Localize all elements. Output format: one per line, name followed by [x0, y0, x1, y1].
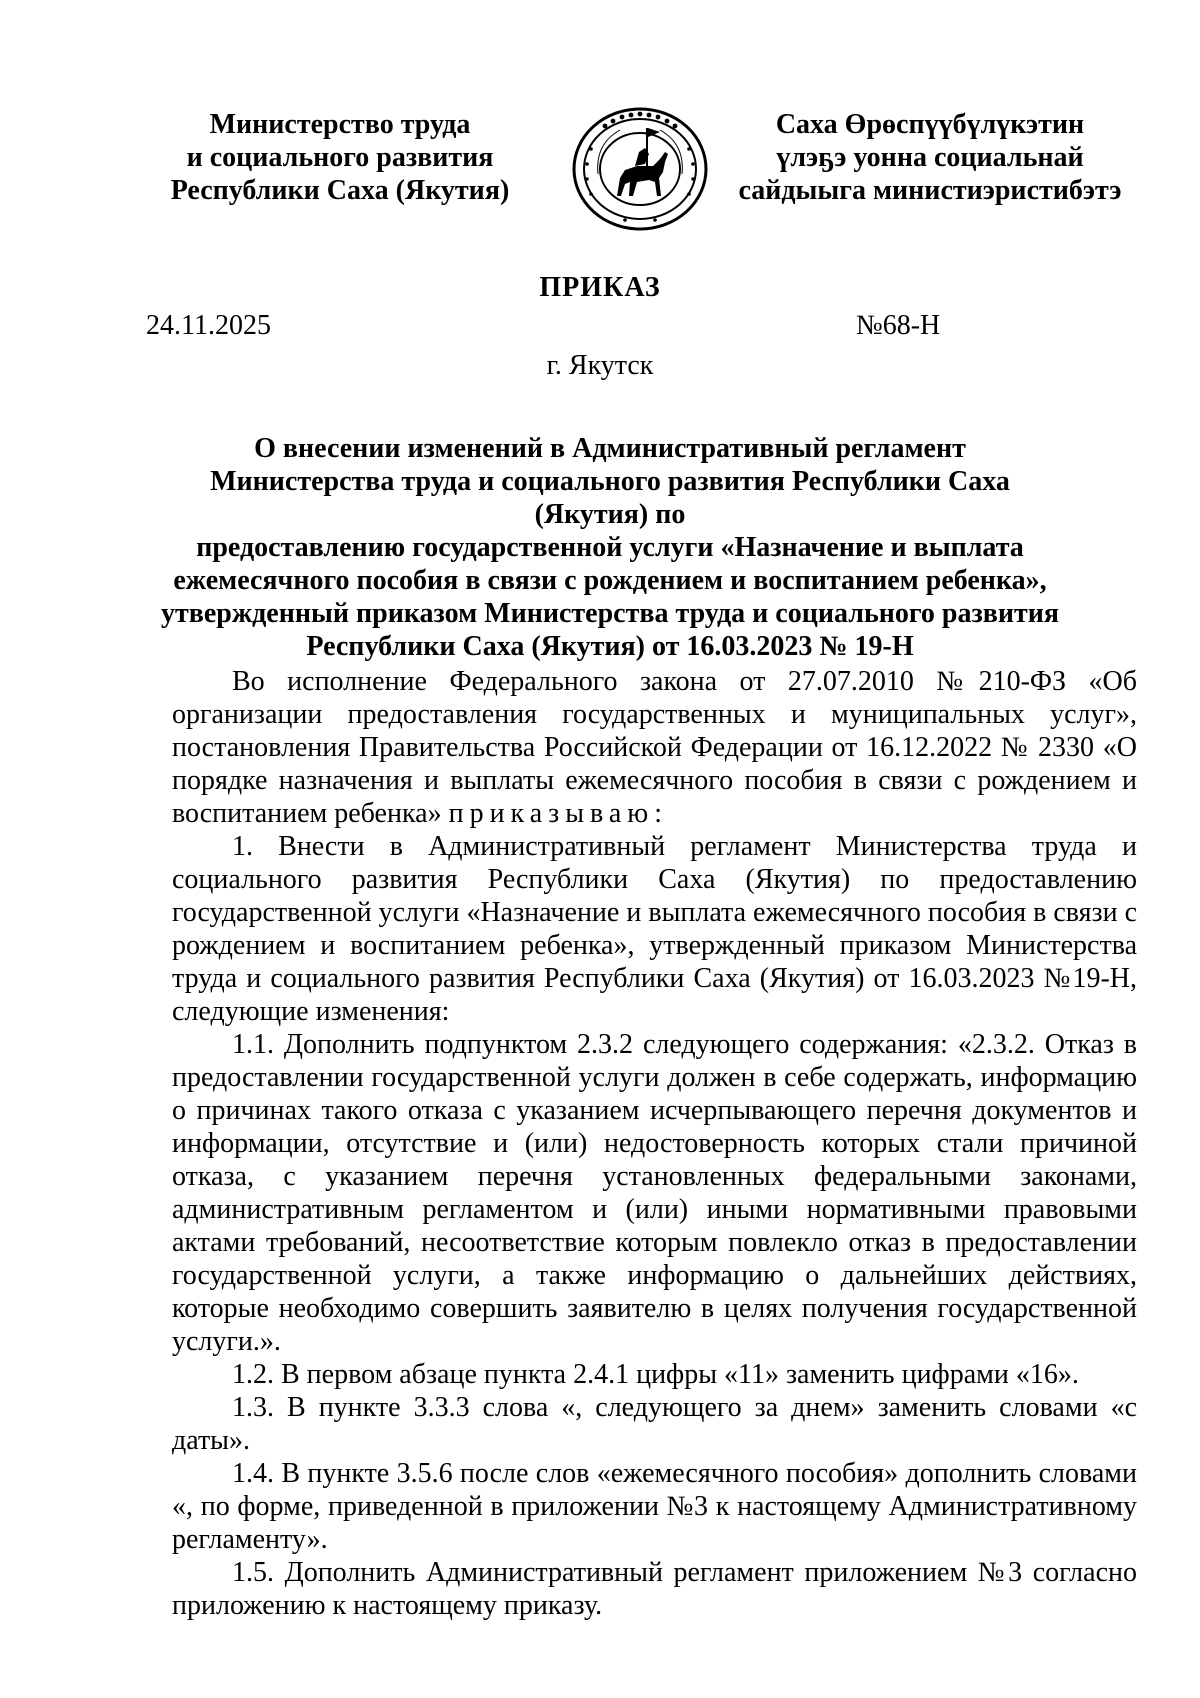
order-city: г. Якутск	[546, 350, 654, 381]
subject-line: утвержденный приказом Министерства труда и социального развития	[160, 598, 1060, 629]
ministry-name-sakha	[730, 108, 1130, 207]
item-paragraph: 1.5. Дополнить Административный регламент приложением №3 согласно приложению к настоящему приказу.	[172, 1557, 1137, 1621]
order-number: №68-Н	[856, 310, 941, 341]
order-subject	[160, 432, 1060, 663]
item-paragraph: 1.2. В первом абзаце пункта 2.4.1 цифры «11» заменить цифрами «16».	[232, 1359, 1079, 1390]
order-title: ПРИКАЗ	[539, 272, 661, 303]
subject-line: ежемесячного пособия в связи с рождением и воспитанием ребенка»,	[173, 565, 1047, 596]
ministry-name-line: и социального развития	[186, 142, 494, 173]
ministry-name-line: сайдыыга министиэристибэтэ	[738, 175, 1122, 206]
subject-line: предоставлению государственной услуги «Назначение и выплата	[196, 532, 1024, 563]
item-paragraph: 1.4. В пункте 3.5.6 после слов «ежемесячного пособия» дополнить словами «, по форме, приведенной в приложении №3 к настоящему Административному регламенту».	[172, 1458, 1137, 1555]
letterhead	[0, 108, 1200, 238]
ministry-name-line: Министерство труда	[209, 109, 471, 140]
subject-line: Министерства труда и социального развития Республики Саха (Якутия) по	[210, 466, 1010, 530]
preamble-text: Во исполнение Федерального закона от 27.07.2010 №210-ФЗ «Об организации предоставления государственных и муниципальных услуг», постановления Правительства Российской Федерации от 16.12.2022 № 2330 «О порядке назначения и выплаты ежемесячного пособия в связи с рождением и воспитанием ребенка»	[172, 666, 1137, 829]
order-date: 24.11.2025	[146, 310, 271, 341]
sakha-republic-emblem-icon	[565, 104, 715, 234]
preamble-paragraph	[172, 665, 1137, 830]
ministry-name-line: Саха Өрөспүүбүлүкэтин	[775, 109, 1085, 140]
decree-word: приказываю:	[448, 798, 669, 829]
item-paragraph: 1.3. В пункте 3.3.3 слова «, следующего за днем» заменить словами «с даты».	[172, 1392, 1137, 1456]
ministry-name-line: Республики Саха (Якутия)	[170, 175, 510, 206]
ministry-name-russian	[160, 108, 520, 207]
subject-line: Республики Саха (Якутия) от 16.03.2023 № 19-Н	[306, 631, 914, 662]
subject-line: О внесении изменений в Административный регламент	[254, 433, 966, 464]
order-body	[172, 665, 1137, 1622]
ministry-name-line: үлэҕэ уонна социальнай	[776, 142, 1084, 173]
item-paragraph: 1. Внести в Административный регламент Министерства труда и социального развития Республики Саха (Якутия) по предоставлению государственной услуги «Назначение и выплата ежемесячного пособия в связи с рождением и воспитанием ребенка», утвержденный приказом Министерства труда и социального развития Республики Саха (Якутия) от 16.03.2023 №19-Н, следующие изменения:	[172, 831, 1137, 1027]
item-paragraph: 1.1. Дополнить подпунктом 2.3.2 следующего содержания: «2.3.2. Отказ в предоставлении государственной услуги должен в себе содержать, информацию о причинах такого отказа с указанием исчерпывающего перечня документов и информации, отсутствие и (или) недостоверность которых стали причиной отказа, с указанием перечня установленных федеральными законами, административным регламентом и (или) иными нормативными правовыми актами требований, несоответствие которым повлекло отказ в предоставлении государственной услуги, а также информацию о дальнейших действиях, которые необходимо совершить заявителю в целях получения государственной услуги.».	[172, 1029, 1137, 1357]
